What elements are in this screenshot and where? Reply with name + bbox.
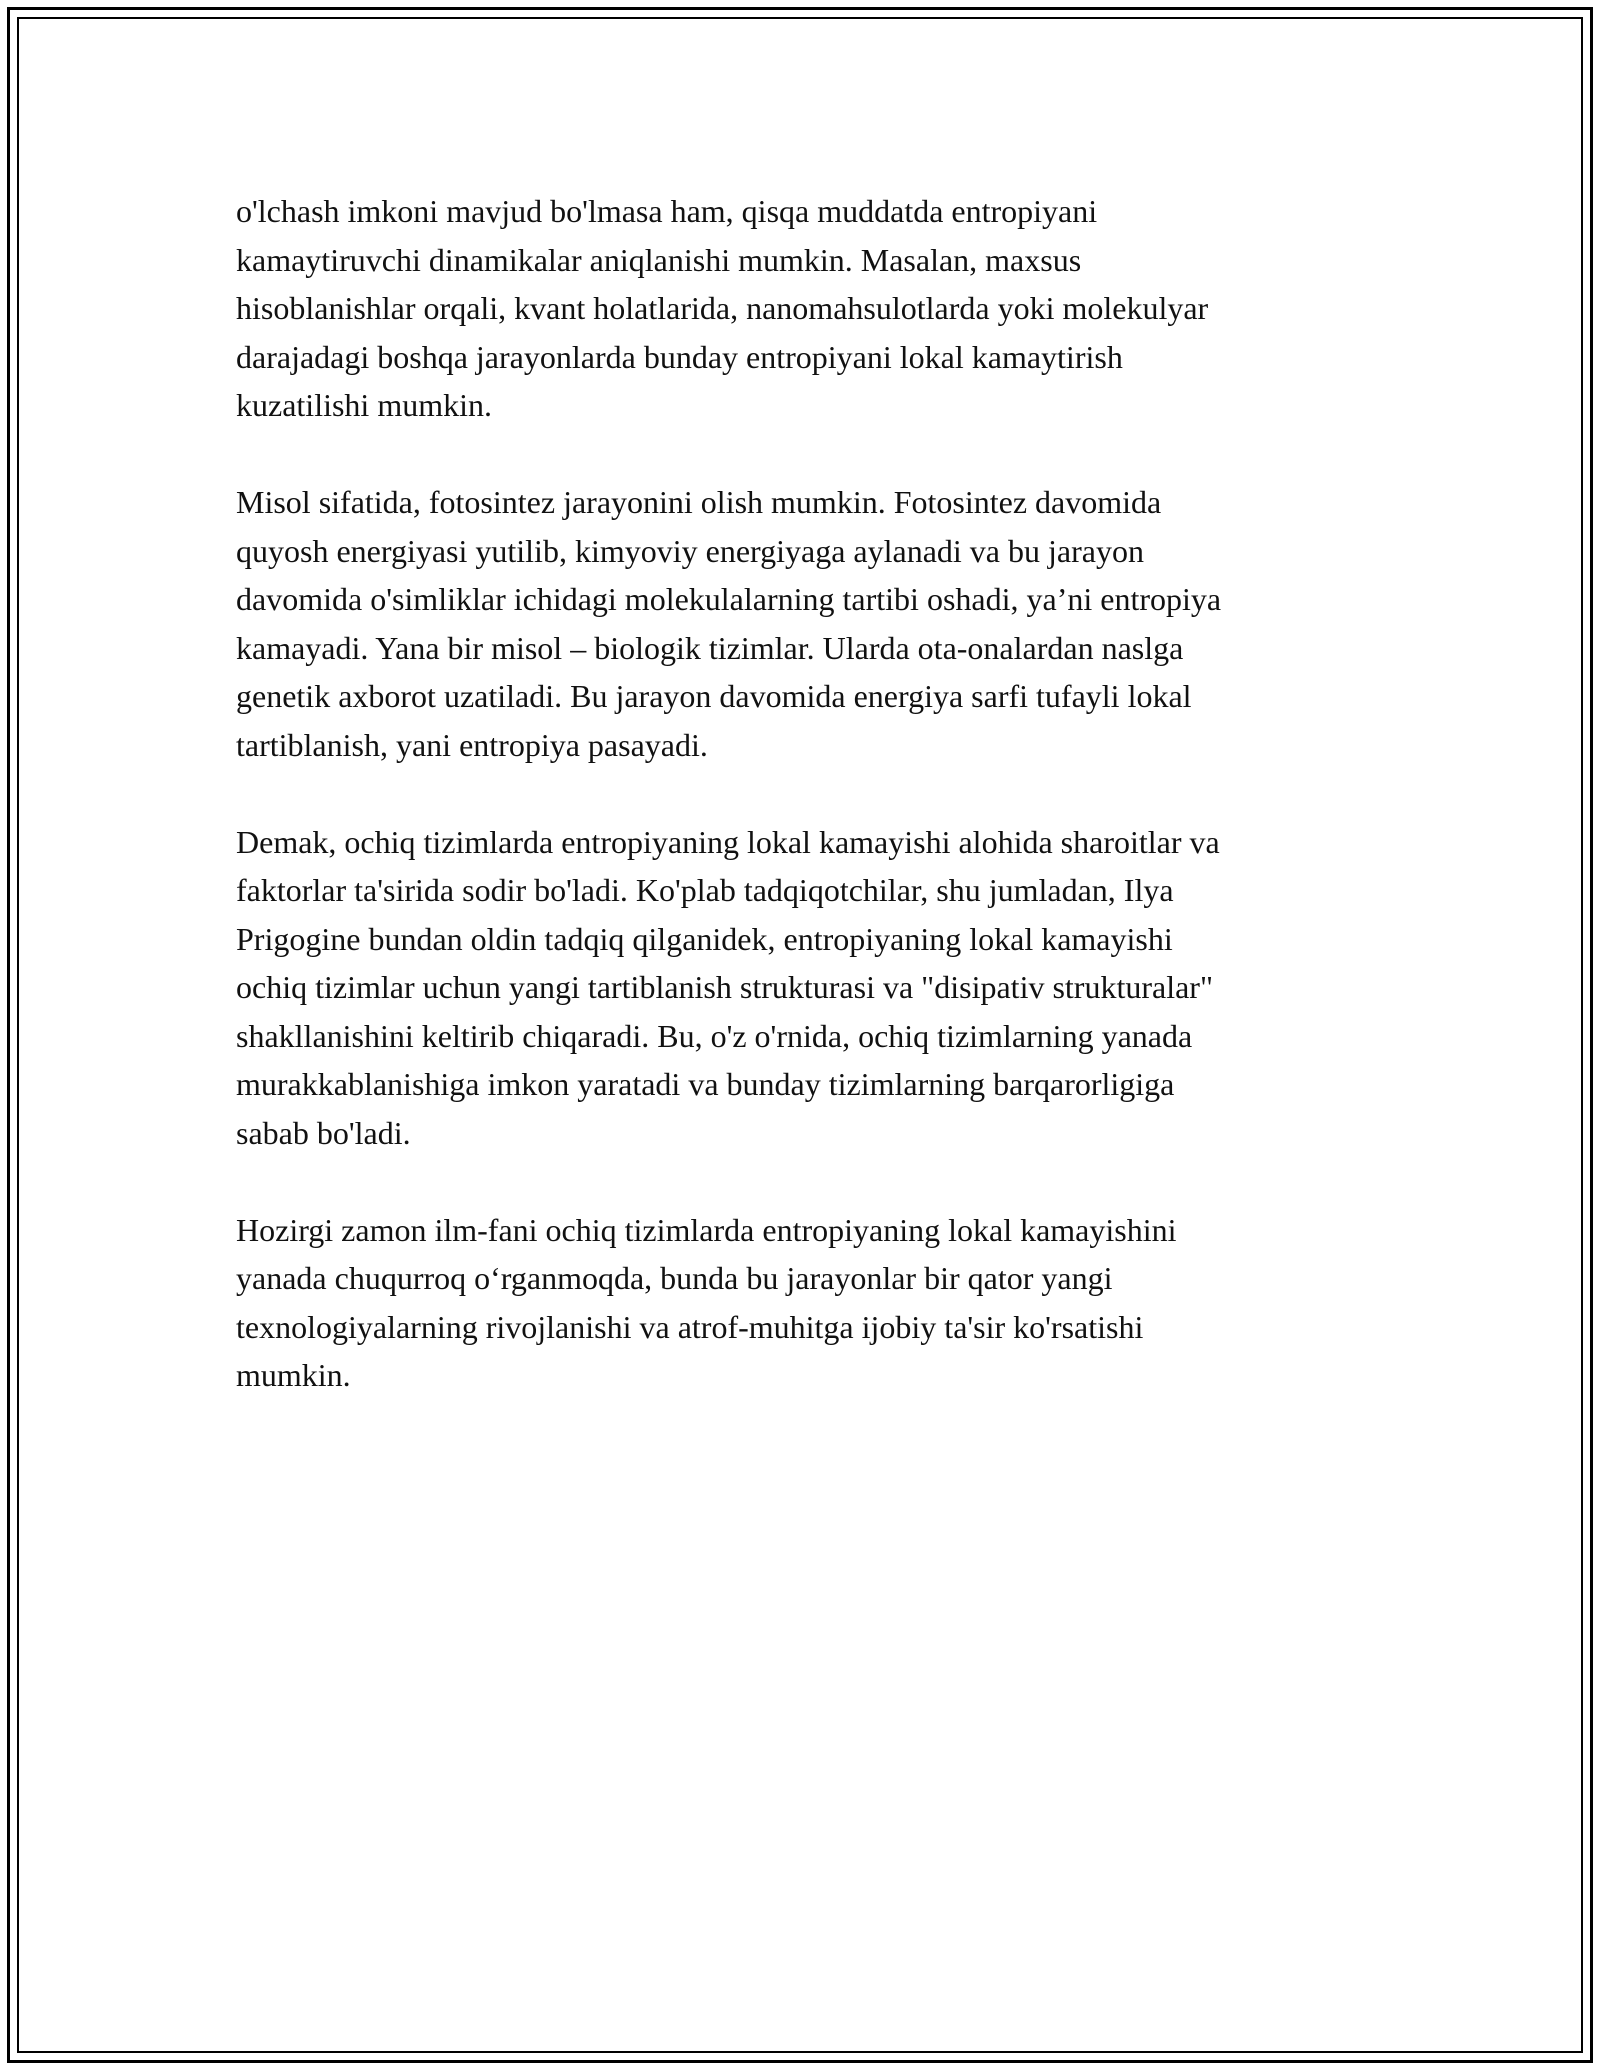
text-line: murakkablanishiga imkon yaratadi va bunday tizimlarning barqarorligiga xyxy=(236,1066,1175,1102)
text-line: o'lchash imkoni mavjud bo'lmasa ham, qisqa muddatda entropiyani xyxy=(236,193,1098,229)
paragraph xyxy=(236,1206,1386,1400)
text-line: shakllanishini keltirib chiqaradi. Bu, o'z o'rnida, ochiq tizimlarning yanada xyxy=(236,1017,1193,1054)
text-line: kuzatilishi mumkin. xyxy=(236,387,492,423)
text-line: mumkin. xyxy=(236,1357,351,1393)
paragraph xyxy=(236,478,1386,769)
text-line: darajadagi boshqa jarayonlarda bunday entropiyani lokal kamaytirish xyxy=(236,338,1123,375)
text-line: sabab bo'ladi. xyxy=(236,1114,411,1151)
text-line: Misol sifatida, fotosintez jarayonini olish mumkin. Fotosintez davomida xyxy=(236,484,1162,520)
text-line: quyosh energiyasi yutilib, kimyoviy energiyaga aylanadi va bu jarayon xyxy=(236,532,1144,569)
paragraph-spacer xyxy=(236,769,1386,818)
text-line: davomida o'simliklar ichidagi molekulalarning tartibi oshadi, ya’ni entropiya xyxy=(236,581,1222,617)
text-line: hisoblanishlar orqali, kvant holatlarida, nanomahsulotlarda yoki molekulyar xyxy=(236,290,1209,326)
text-line: yanada chuqurroq o‘rganmoqda, bunda bu jarayonlar bir qator yangi xyxy=(236,1260,1113,1296)
text-line: kamaytiruvchi dinamikalar aniqlanishi mumkin. Masalan, maxsus xyxy=(236,241,1082,278)
text-line: genetik axborot uzatiladi. Bu jarayon davomida energiya sarfi tufayli lokal xyxy=(236,678,1192,714)
text-line: Prigogine bundan oldin tadqiq qilganidek, entropiyaning lokal kamayishi xyxy=(236,920,1173,957)
paragraph-spacer xyxy=(236,430,1386,479)
text-line: kamayadi. Yana bir misol – biologik tizimlar. Ularda ota-onalardan naslga xyxy=(236,629,1184,666)
paragraph-spacer xyxy=(236,1157,1386,1206)
text-line: Demak, ochiq tizimlarda entropiyaning lokal kamayishi alohida sharoitlar va xyxy=(236,823,1220,860)
text-line: texnologiyalarning rivojlanishi va atrof-muhitga ijobiy ta'sir ko'rsatishi xyxy=(236,1308,1144,1345)
text-line: faktorlar ta'sirida sodir bo'ladi. Ko'plab tadqiqotchilar, shu jumladan, Ilya xyxy=(236,872,1174,908)
document-body xyxy=(236,187,1386,1400)
paragraph xyxy=(236,818,1386,1158)
paragraph xyxy=(236,187,1386,430)
text-line: Hozirgi zamon ilm-fani ochiq tizimlarda entropiyaning lokal kamayishini xyxy=(236,1211,1177,1248)
text-line: tartiblanish, yani entropiya pasayadi. xyxy=(236,726,708,763)
text-line: ochiq tizimlar uchun yangi tartiblanish strukturasi va "disipativ strukturalar" xyxy=(236,969,1214,1005)
